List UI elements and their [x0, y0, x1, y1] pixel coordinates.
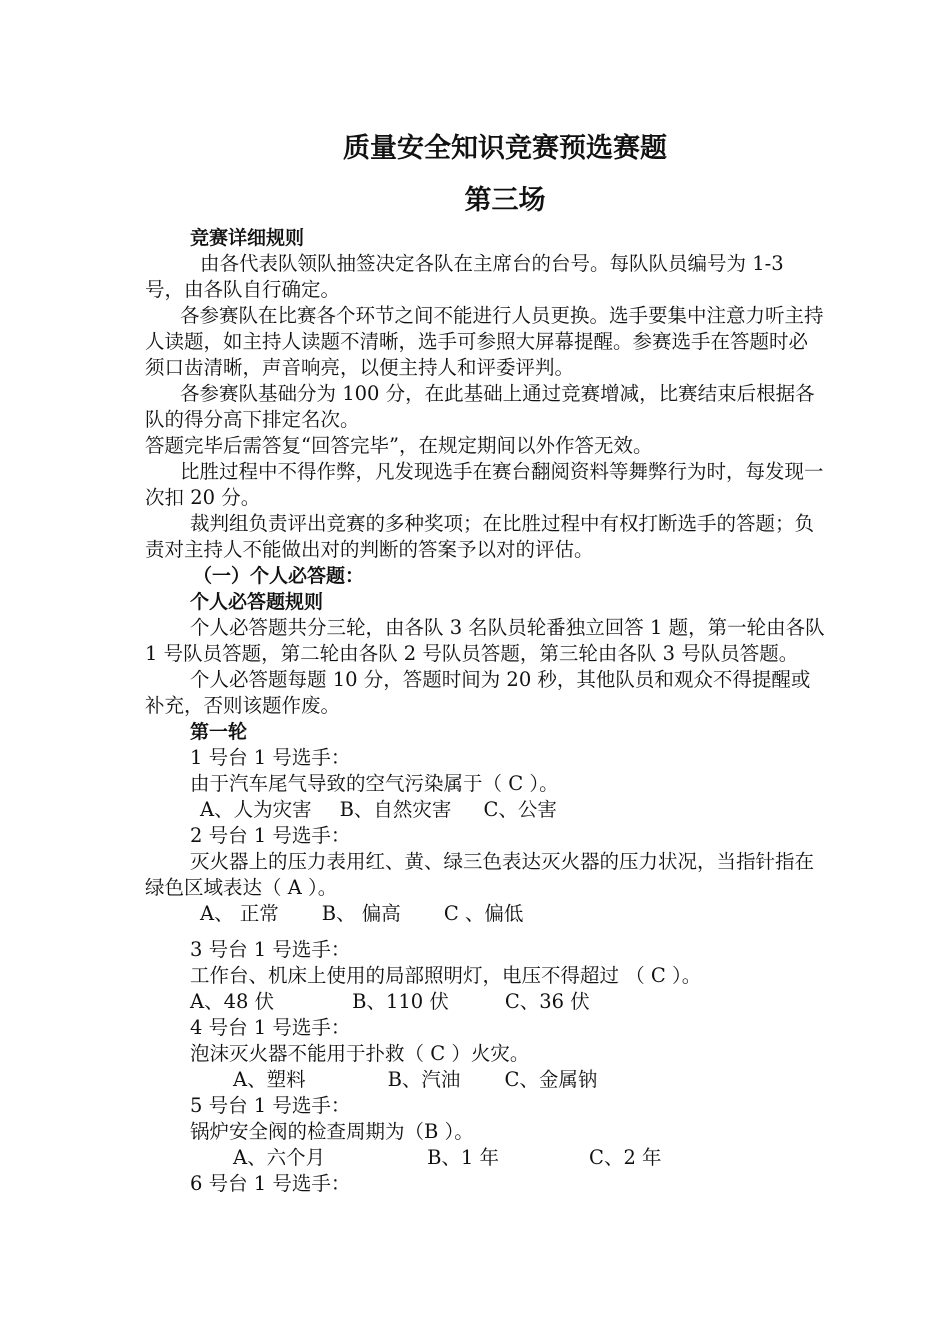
option: A、六个月 [233, 1146, 326, 1169]
rules-paragraph: 比胜过程中不得作弊，凡发现选手在赛台翻阅资料等舞弊行为时，每发现一次扣 20 分。 [145, 460, 824, 509]
question-text: 灭火器上的压力表用红、黄、绿三色表达灭火器的压力状况，当指针指在绿色区域表达（ A ）。 [145, 850, 815, 899]
option: B、1 年 [427, 1146, 500, 1169]
rules-paragraph: 裁判组负责评出竞赛的多种奖项；在比胜过程中有权打断选手的答题；负责对主持人不能做出对的判断的答案予以对的评估。 [145, 512, 815, 561]
player-label: 2 号台 1 号选手： [190, 824, 351, 847]
option: A、人为灾害 [200, 798, 312, 821]
question-text: 工作台、机床上使用的局部照明灯，电压不得超过 （ C ）。 [190, 964, 702, 987]
section-rules-paragraph: 个人必答题共分三轮，由各队 3 名队员轮番独立回答 1 题，第一轮由各队 1 号队员答题，第二轮由各队 2 号队员答题，第三轮由各队 3 号队员答题。 [145, 616, 825, 665]
option: B、自然灾害 [339, 798, 452, 821]
rules-paragraph: 答题完毕后需答复“回答完毕”，在规定期间以外作答无效。 [145, 434, 653, 457]
document-title: 质量安全知识竞赛预选赛题 [343, 133, 667, 164]
option: A、 正常 [200, 902, 279, 925]
rules-heading: 竞赛详细规则 [190, 227, 305, 249]
section-heading: （一）个人必答题： [193, 565, 365, 587]
section-rules-heading: 个人必答题规则 [190, 591, 324, 613]
question-text: 泡沫灭火器不能用于扑救（ C ）火灾。 [190, 1042, 530, 1065]
player-label: 1 号台 1 号选手： [190, 746, 351, 769]
options-line [145, 1145, 825, 1171]
question-text: 锅炉安全阀的检查周期为（B ）。 [190, 1120, 474, 1143]
document-body [145, 225, 825, 1197]
rules-paragraph: 各参赛队基础分为 100 分，在此基础上通过竞赛增减，比赛结束后根据各队的得分高下排定名次。 [145, 382, 815, 431]
option: C、36 伏 [504, 990, 590, 1013]
option: B、汽油 [387, 1068, 461, 1091]
rules-paragraph: 各参赛队在比赛各个环节之间不能进行人员更换。选手要集中注意力听主持人读题，如主持人读题不清晰，选手可参照大屏幕提醒。参赛选手在答题时必须口齿清晰，声音响亮，以便主持人和评委评判。 [145, 304, 824, 379]
option: B、 偏高 [321, 902, 401, 925]
section-rules-paragraph: 个人必答题每题 10 分，答题时间为 20 秒，其他队员和观众不得提醒或补充，否则该题作废。 [145, 668, 811, 717]
question-text: 由于汽车尾气导致的空气污染属于（ C ）。 [190, 772, 559, 795]
player-label: 5 号台 1 号选手： [190, 1094, 351, 1117]
player-label: 6 号台 1 号选手： [190, 1172, 351, 1195]
option: C、公害 [483, 798, 557, 821]
option: A、塑料 [233, 1068, 306, 1091]
round-heading: 第一轮 [190, 721, 248, 743]
player-label: 3 号台 1 号选手： [190, 938, 351, 961]
option: C、金属钠 [504, 1068, 598, 1091]
player-label: 4 号台 1 号选手： [190, 1016, 351, 1039]
options-line [145, 989, 825, 1015]
option: C 、偏低 [443, 902, 524, 925]
spacer [145, 927, 825, 937]
option: A、48 伏 [190, 990, 275, 1013]
option: C、2 年 [589, 1146, 662, 1169]
document-subtitle: 第三场 [464, 185, 546, 216]
rules-paragraph: 由各代表队领队抽签决定各队在主席台的台号。每队队员编号为 1-3 号，由各队自行确定。 [145, 252, 784, 301]
options-line [145, 1067, 825, 1093]
options-line [145, 797, 825, 823]
options-line [145, 901, 825, 927]
option: B、110 伏 [352, 990, 449, 1013]
